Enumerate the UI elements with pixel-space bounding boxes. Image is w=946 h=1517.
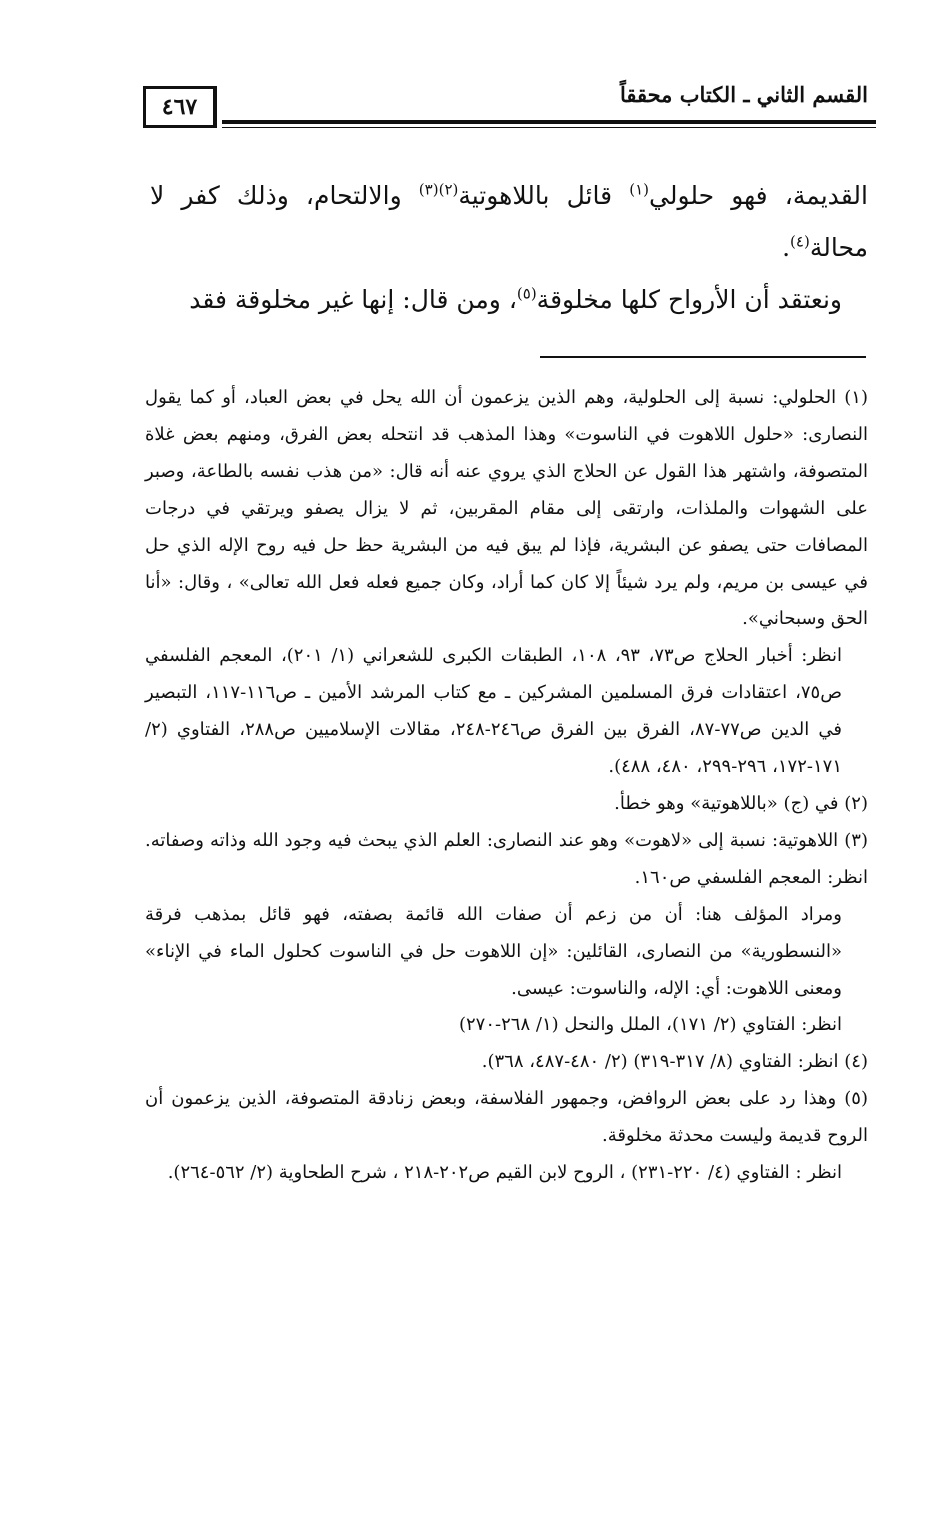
- footnote-5-references: انظر : الفتاوي (٤/ ٢٢٠-٢٣١) ، الروح لابن القيم ص٢٠٢-٢١٨ ، شرح الطحاوية (٢/ ٥٦٢-٢٦٤).: [167, 1162, 842, 1184]
- footnote-2: (٢) في (ج) «باللاهوتية» وهو خطأ.: [614, 792, 868, 814]
- header-rule-thin: [222, 127, 876, 128]
- footnote-ref: (٤): [790, 232, 810, 251]
- footnote-1-references: انظر: أخبار الحلاج ص٧٣، ٩٣، ١٠٨، الطبقات الكبرى للشعراني (١/ ٢٠١)، المعجم الفلسفي ص٧٥، اعتقادات فرق المسلمين المشركين ـ مع كتاب المرشد الأمين ـ ص١١٦-١١٧، التبصير في الدين ص٧٧-٨٧، الفرق بين الفرق ص٢٤٦-٢٤٨، مقالات الإسلاميين ص٢٨٨، الفتاوي (٢/ ١٧١-١٧٢، ٢٩٦-٢٩٩، ٤٨٠، ٤٨٨).: [145, 645, 843, 778]
- footnotes: [145, 380, 868, 1192]
- footnote-divider: [540, 356, 866, 358]
- running-header-title: القسم الثاني ـ الكتاب محققاً: [619, 82, 868, 107]
- footnote-3-explanation: ومراد المؤلف هنا: أن من زعم أن صفات الله قائمة بصفته، فهو قائل بمذهب فرقة «النسطورية» من النصارى، القائلين: «إن اللاهوت حل في الناسوت كحلول الماء في الإناء» ومعنى اللاهوت: أي: الإله، والناسوت: عيسى.: [145, 903, 842, 999]
- text-run: القديمة، فهو حلولي: [649, 181, 868, 210]
- header-rule: [222, 120, 876, 124]
- page-number-box: ٤٦٧: [143, 86, 217, 128]
- text-run: .: [782, 233, 791, 262]
- footnote-3: (٣) اللاهوتية: نسبة إلى «لاهوت» وهو عند النصارى: العلم الذي يبحث فيه وجود الله وذاته وصفاته. انظر: المعجم الفلسفي ص١٦٠.: [145, 829, 868, 888]
- footnote-ref: (١): [629, 180, 649, 199]
- footnote-1: (١) الحلولي: نسبة إلى الحلولية، وهم الذين يزعمون أن الله يحل في بعض العباد، أو كما يقول النصارى: «حلول اللاهوت في الناسوت» وهذا المذهب قد انتحله بعض الفرق، ومنهم بعض غلاة المتصوفة، واشتهر هذا القول عن الحلاج الذي يروي عنه أنه قال: «من هذب نفسه بالطاعة، وصبر على الشهوات والملذات، وارتقى إلى مقام المقربين، ثم لا يزال يصفو ويرتقي في درجات المصافات حتى يصفو عن البشرية، فإذا لم يبق فيه من البشرية حظ حل فيه روح الإله الذي حل في عيسى بن مريم، ولم يرد شيئاً إلا كان كما أراد، وكان جميع فعله فعل الله تعالى» ، وقال: «أنا الحق وسبحاني».: [145, 387, 868, 630]
- footnote-5: (٥) وهذا رد على بعض الروافض، وجمهور الفلاسفة، وبعض زنادقة المتصوفة، الذين يزعمون أن الروح قديمة وليست محدثة مخلوقة.: [145, 1088, 868, 1147]
- main-text: [150, 170, 868, 326]
- main-paragraph-2: [150, 274, 868, 326]
- footnote-4: (٤) انظر: الفتاوي (٨/ ٣١٧-٣١٩) (٢/ ٤٨٠-٤٨٧، ٣٦٨).: [481, 1051, 868, 1073]
- text-run: قائل باللاهوتية: [458, 181, 630, 210]
- text-run: ، ومن قال: إنها غير مخلوقة فقد: [189, 285, 517, 314]
- footnote-3-references: انظر: الفتاوي (٢/ ١٧١)، الملل والنحل (١/ ٢٦٨-٢٧٠): [458, 1014, 842, 1036]
- text-run: والالتحام، وذلك كفر لا محالة: [150, 181, 868, 262]
- footnote-ref: (٢)(٣): [418, 180, 459, 199]
- main-paragraph-1: [150, 170, 868, 274]
- text-run: ونعتقد أن الأرواح كلها مخلوقة: [536, 285, 842, 314]
- footnote-ref: (٥): [516, 284, 537, 303]
